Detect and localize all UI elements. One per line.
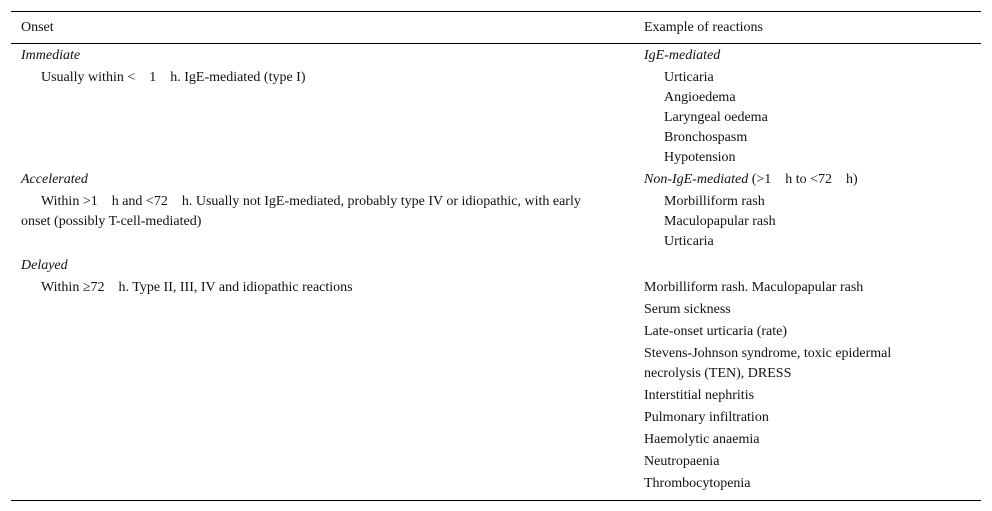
accelerated-item: Maculopapular rash xyxy=(664,214,776,229)
immediate-label: Immediate xyxy=(21,48,81,63)
immediate-item: Laryngeal oedema xyxy=(664,110,768,125)
accelerated-category: Non-IgE-mediated xyxy=(644,172,749,187)
immediate-item: Urticaria xyxy=(664,70,714,85)
delayed-item: Morbilliform rash. Maculopapular rash xyxy=(644,280,864,295)
accelerated-item: Urticaria xyxy=(664,234,714,249)
header-onset: Onset xyxy=(21,20,54,35)
delayed-desc: Within ≥72 h. Type II, III, IV and idiopathic reactions xyxy=(41,280,353,295)
accelerated-desc: Within >1 h and <72 h. Usually not IgE-mediated, probably type IV or idiopathic, with early onset (possibly T-cell-mediated) xyxy=(21,194,581,229)
delayed-item: Haemolytic anaemia xyxy=(644,432,760,447)
immediate-desc: Usually within < 1 h. IgE-mediated (type I) xyxy=(41,70,306,85)
delayed-item: Pulmonary infiltration xyxy=(644,410,769,425)
immediate-item: Angioedema xyxy=(664,90,736,105)
delayed-item: Late-onset urticaria (rate) xyxy=(644,324,788,339)
accelerated-item: Morbilliform rash xyxy=(664,194,765,209)
accelerated-category-suffix: (>1 h to <72 h) xyxy=(748,172,858,187)
reactions-table xyxy=(11,11,981,501)
immediate-category: IgE-mediated xyxy=(644,48,721,63)
table-body xyxy=(11,44,981,500)
delayed-item: Serum sickness xyxy=(644,302,731,317)
delayed-item: Interstitial nephritis xyxy=(644,388,755,403)
accelerated-category-line xyxy=(644,170,858,190)
delayed-label: Delayed xyxy=(21,258,68,273)
delayed-item: Neutropaenia xyxy=(644,454,720,469)
immediate-item: Hypotension xyxy=(664,150,736,165)
table-header xyxy=(11,12,981,44)
accelerated-label: Accelerated xyxy=(21,172,88,187)
immediate-item: Bronchospasm xyxy=(664,130,748,145)
header-reactions: Example of reactions xyxy=(644,20,763,35)
delayed-item: Stevens-Johnson syndrome, toxic epidermal necrolysis (TEN), DRESS xyxy=(644,346,892,381)
delayed-item: Thrombocytopenia xyxy=(644,476,751,491)
